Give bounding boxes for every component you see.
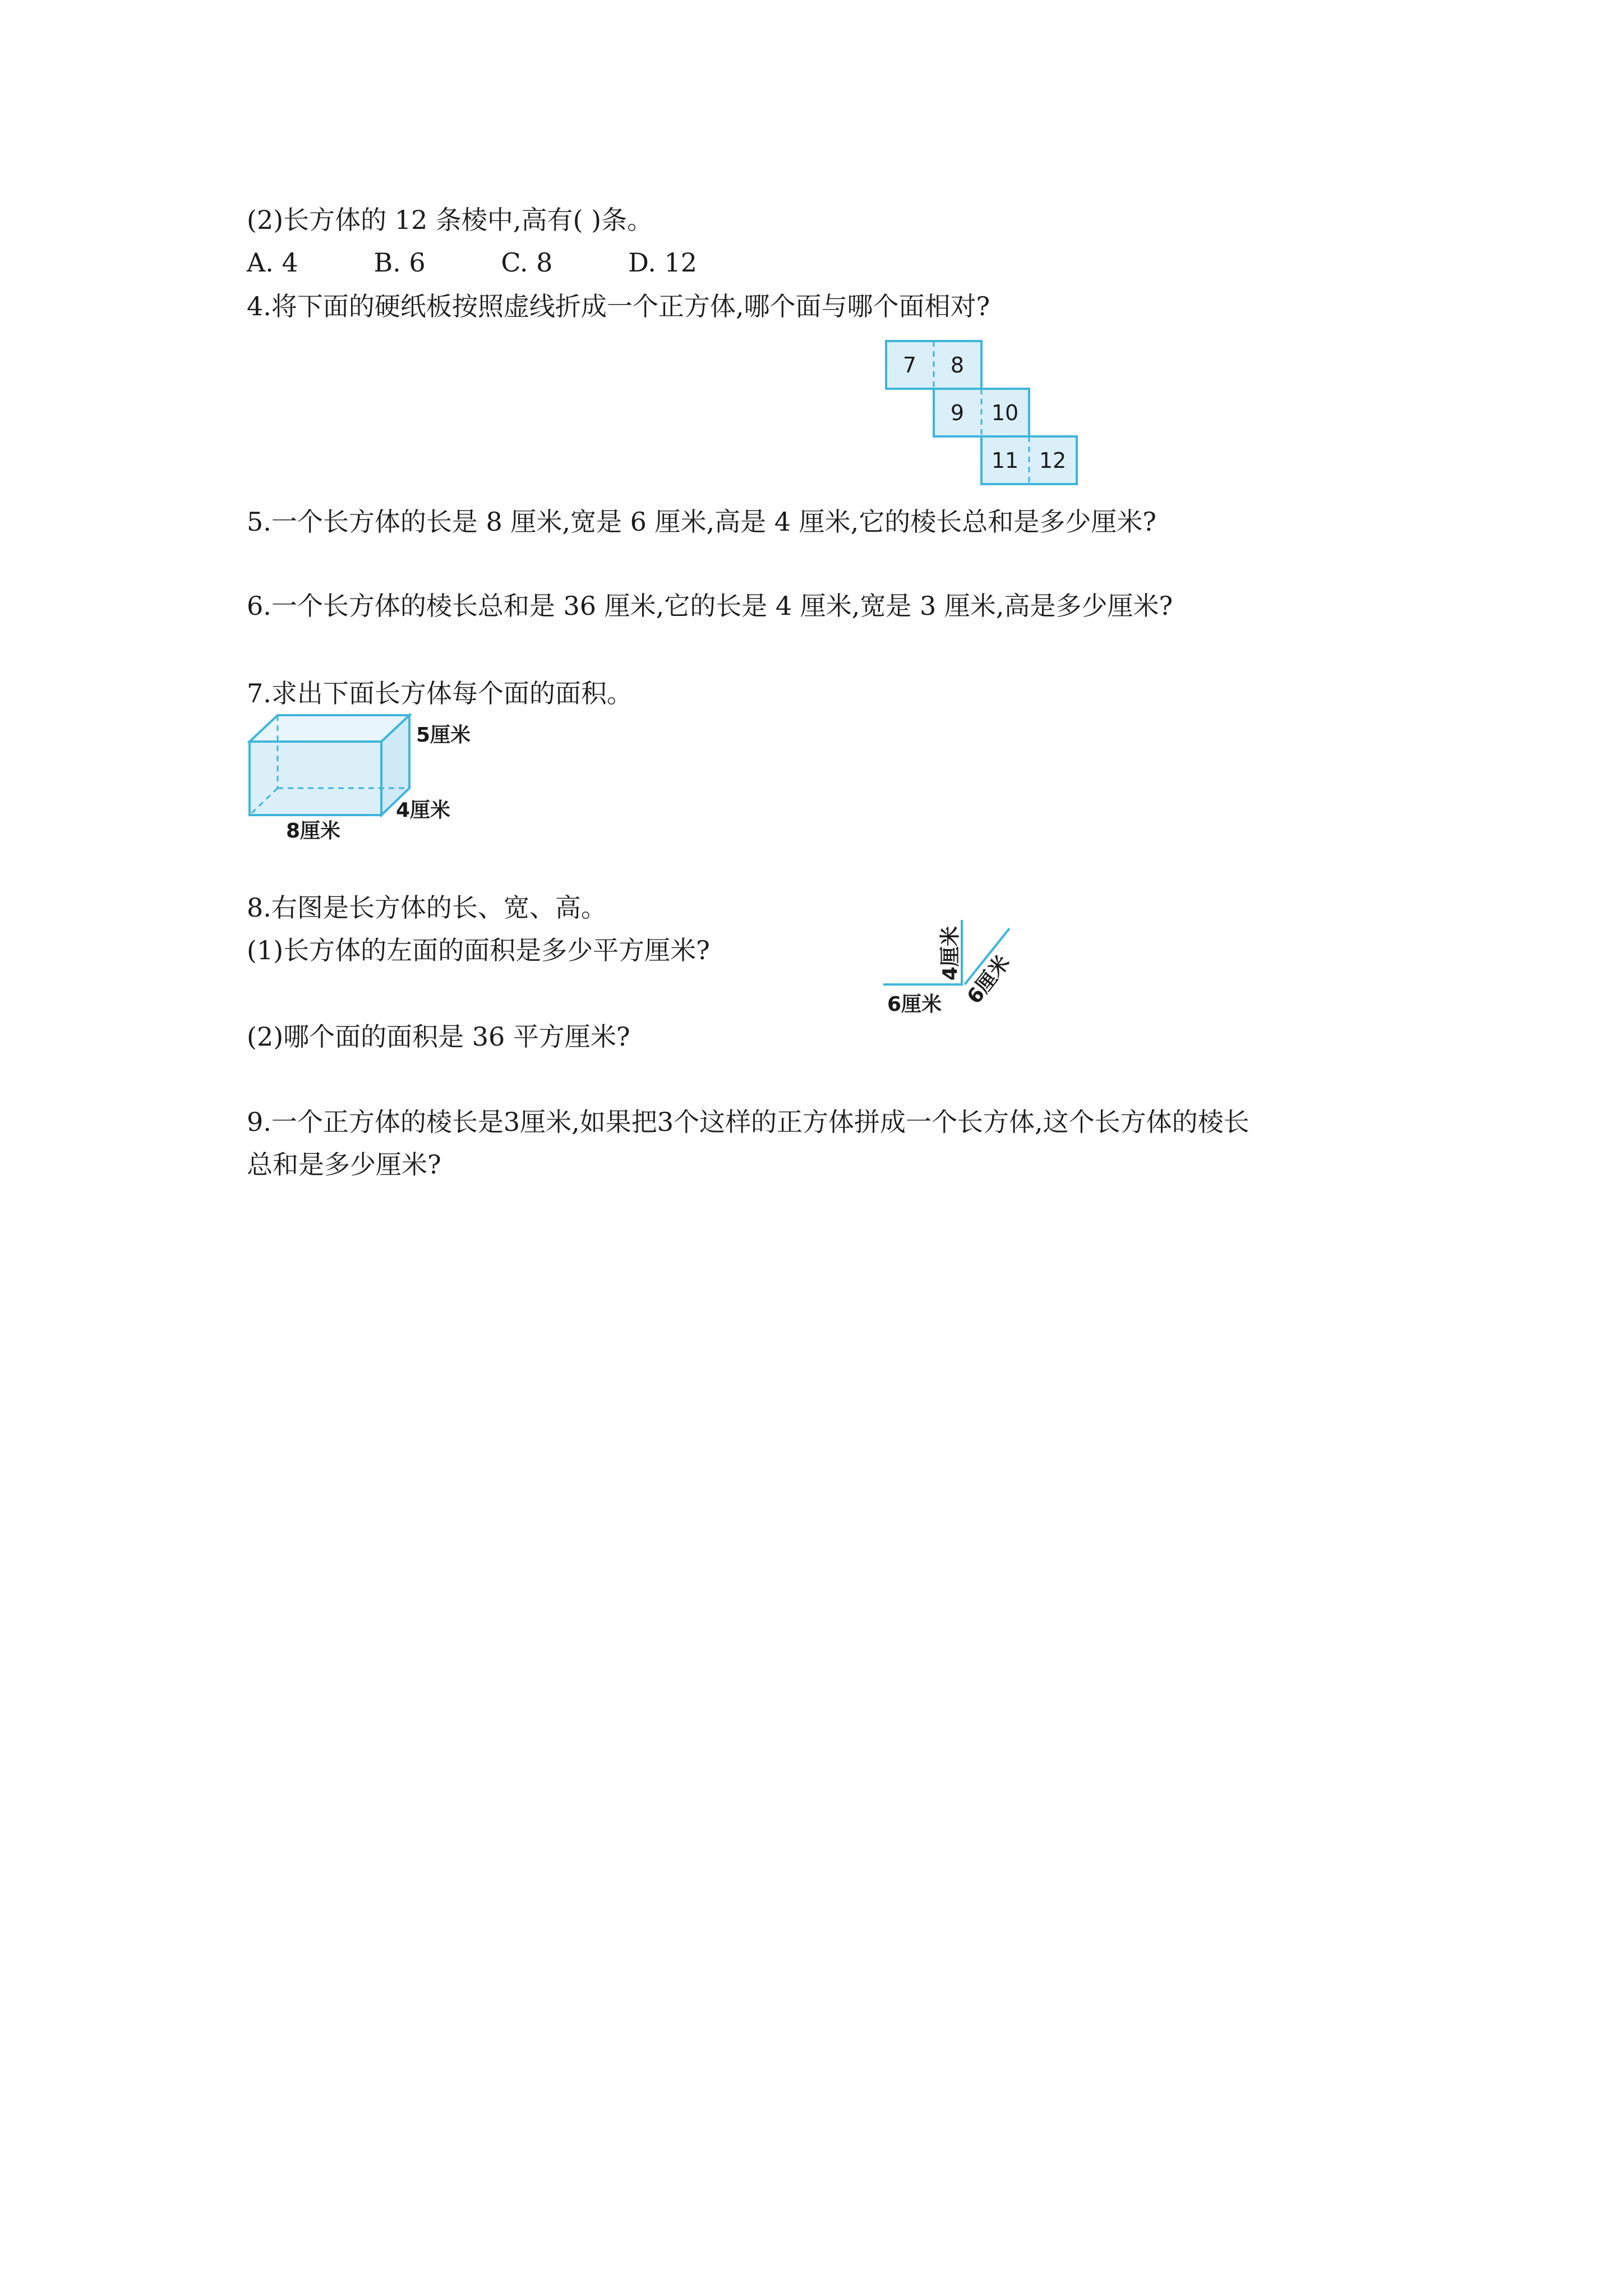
option-d: D. 12	[628, 247, 698, 278]
face-9: 9	[950, 401, 965, 425]
option-a: A. 4	[247, 247, 298, 278]
face-11: 11	[991, 448, 1019, 473]
cuboid-figure	[241, 712, 488, 847]
q3-2-options	[247, 246, 764, 279]
q7-length-label: 8厘米	[286, 820, 341, 843]
q8-height-label: 4厘米	[939, 926, 962, 981]
face-8: 8	[950, 353, 965, 378]
face-10: 10	[991, 401, 1019, 425]
q8-length-label: 6厘米	[887, 993, 942, 1016]
q7-text: 7.求出下面长方体每个面的面积。	[247, 678, 633, 708]
face-7: 7	[902, 353, 917, 378]
q7-width-label: 4厘米	[396, 799, 451, 822]
dimension-figure	[875, 914, 1032, 1021]
q6-text: 6.一个长方体的棱长总和是 36 厘米,它的长是 4 厘米,宽是 3 厘米,高是多少厘米?	[247, 591, 1173, 621]
q9-line1: 9.一个正方体的棱长是3厘米,如果把3个这样的正方体拼成一个长方体,这个长方体的棱长	[247, 1107, 1249, 1137]
q8-sub1: (1)长方体的左面的面积是多少平方厘米?	[247, 935, 710, 965]
q8-text: 8.右图是长方体的长、宽、高。	[247, 892, 607, 923]
q3-2-stem: (2)长方体的 12 条棱中,高有( )条。	[247, 205, 653, 235]
q8-sub2: (2)哪个面的面积是 36 平方厘米?	[247, 1022, 630, 1052]
option-c: C. 8	[501, 247, 553, 278]
face-12: 12	[1039, 448, 1067, 473]
q4-text: 4.将下面的硬纸板按照虚线折成一个正方体,哪个面与哪个面相对?	[247, 291, 990, 321]
cube-net-figure	[880, 337, 1082, 494]
q8-width-label: 6厘米	[962, 951, 1015, 1009]
option-b: B. 6	[374, 247, 426, 278]
q7-height-label: 5厘米	[416, 724, 471, 747]
q5-text: 5.一个长方体的长是 8 厘米,宽是 6 厘米,高是 4 厘米,它的棱长总和是多少厘米?	[247, 507, 1156, 537]
q9-line2: 总和是多少厘米?	[247, 1149, 441, 1180]
